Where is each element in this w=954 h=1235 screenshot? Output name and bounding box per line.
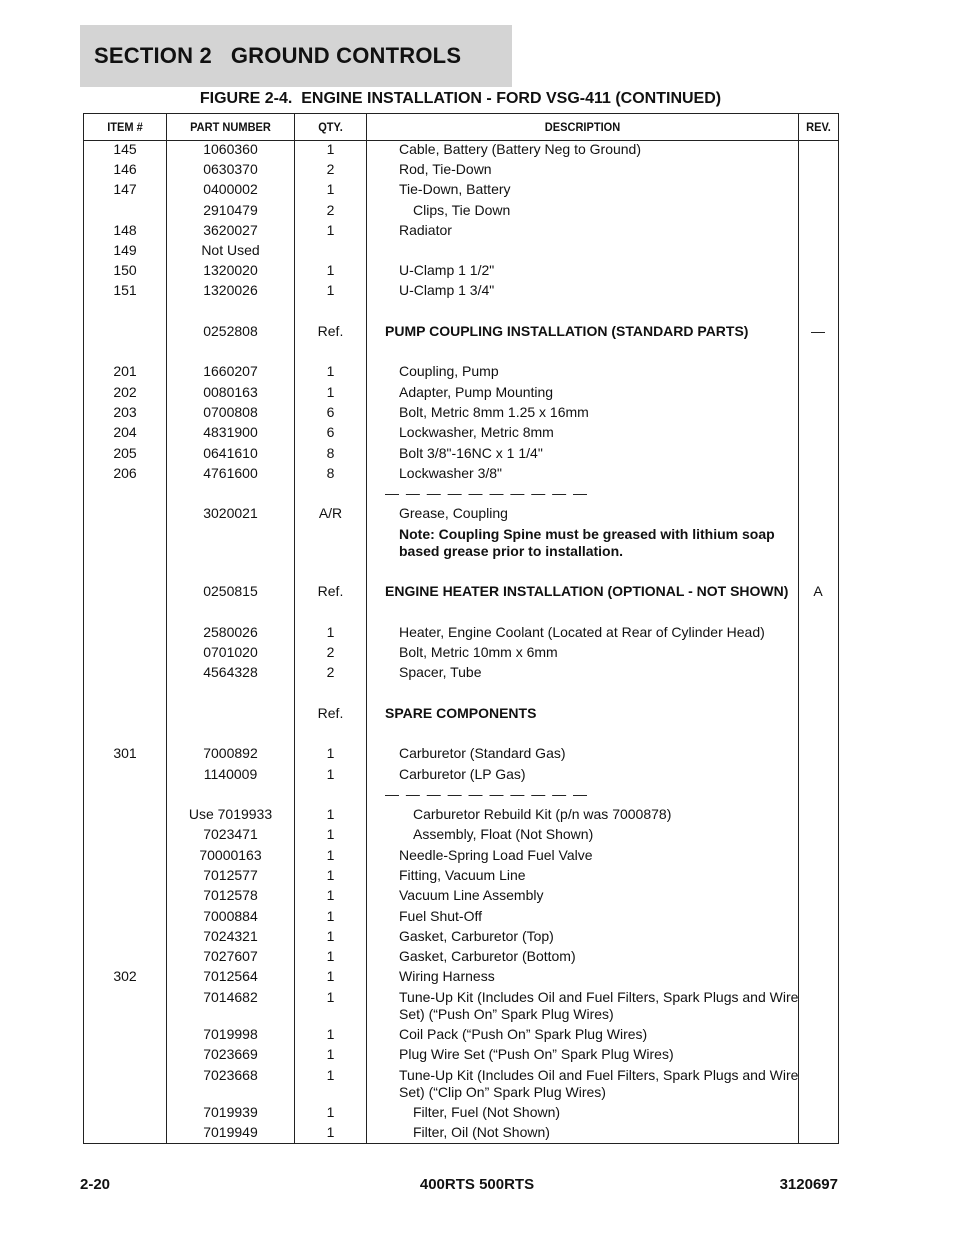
description-cell: PUMP COUPLING INSTALLATION (STANDARD PARTS)	[385, 323, 749, 339]
part-number-cell: 2910479	[203, 202, 258, 218]
qty-cell: 1	[326, 968, 335, 984]
table-row	[84, 1067, 838, 1107]
part-number-cell: Not Used	[201, 242, 260, 258]
description-cell: U-Clamp 1 3/4"	[399, 282, 495, 298]
part-number-cell: 1140009	[203, 766, 258, 782]
part-number-cell: 1660207	[203, 363, 258, 379]
part-number-cell: 0701020	[203, 644, 258, 660]
part-number-cell: 7012578	[203, 887, 258, 903]
table-row	[84, 1026, 838, 1046]
qty-cell: 1	[326, 806, 335, 822]
part-number-cell: 7019939	[203, 1104, 258, 1120]
description-cell: Assembly, Float (Not Shown)	[413, 826, 594, 842]
description-cell: Carburetor (LP Gas)	[399, 766, 526, 782]
part-number-cell: 7000884	[203, 908, 258, 924]
part-number-cell: 0250815	[203, 583, 258, 599]
table-row	[84, 384, 838, 404]
part-number-cell: 7012577	[203, 867, 258, 883]
qty-cell: 1	[326, 766, 335, 782]
section-banner	[80, 25, 512, 87]
header-item: ITEM #	[107, 120, 143, 134]
table-row	[84, 505, 838, 525]
part-number-cell: 7024321	[203, 928, 258, 944]
table-row	[84, 786, 838, 806]
description-cell: Gasket, Carburetor (Bottom)	[399, 948, 576, 964]
qty-cell: 1	[326, 1124, 335, 1140]
section-title: SECTION 2 GROUND CONTROLS	[94, 43, 462, 68]
part-number-cell: 4564328	[203, 664, 258, 680]
description-cell: Tie-Down, Battery	[399, 181, 511, 197]
header-part-number: PART NUMBER	[190, 120, 271, 134]
description-cell: Bolt, Metric 10mm x 6mm	[399, 644, 558, 660]
description-cell: SPARE COMPONENTS	[385, 705, 537, 721]
item-cell: 301	[113, 745, 137, 761]
part-number-cell: 0080163	[203, 384, 258, 400]
table-row	[84, 404, 838, 424]
table-row	[84, 624, 838, 644]
qty-cell: 2	[326, 664, 335, 680]
table-row	[84, 1104, 838, 1124]
description-cell: Clips, Tie Down	[413, 202, 511, 218]
table-row	[84, 968, 838, 988]
table-row	[84, 363, 838, 383]
table-row	[84, 161, 838, 181]
table-row	[84, 806, 838, 826]
qty-cell: 1	[326, 867, 335, 883]
table-row	[84, 664, 838, 684]
table-row	[84, 485, 838, 505]
description-cell: Gasket, Carburetor (Top)	[399, 928, 554, 944]
description-cell: Filter, Oil (Not Shown)	[413, 1124, 550, 1140]
description-cell: Vacuum Line Assembly	[399, 887, 544, 903]
parts-table	[83, 113, 839, 1144]
item-cell: 203	[113, 404, 137, 420]
qty-cell: 1	[326, 887, 335, 903]
description-cell: Heater, Engine Coolant (Located at Rear of Cylinder Head)	[399, 624, 765, 640]
table-row	[84, 1046, 838, 1066]
table-row	[84, 644, 838, 664]
part-number-cell: 0641610	[203, 445, 258, 461]
description-cell: Lockwasher, Metric 8mm	[399, 424, 554, 440]
part-number-cell: 7027607	[203, 948, 258, 964]
description-cell: Lockwasher 3/8"	[399, 465, 503, 481]
description-cell: Adapter, Pump Mounting	[399, 384, 554, 400]
qty-cell: Ref.	[317, 583, 344, 599]
table-row	[84, 745, 838, 765]
description-cell: — — — — — — — — — —	[385, 485, 589, 501]
description-cell: — — — — — — — — — —	[385, 786, 589, 802]
table-row	[84, 826, 838, 846]
header-qty: QTY.	[318, 120, 343, 134]
table-row	[84, 887, 838, 907]
part-number-cell: 7023471	[203, 826, 258, 842]
item-cell: 151	[113, 282, 137, 298]
table-row	[84, 583, 838, 603]
part-number-cell: 0400002	[203, 181, 258, 197]
part-number-cell: 1320026	[203, 282, 258, 298]
part-number-cell: 1060360	[203, 141, 258, 157]
part-number-cell: 70000163	[199, 847, 262, 863]
description-cell: Radiator	[399, 222, 452, 238]
description-cell: Carburetor (Standard Gas)	[399, 745, 566, 761]
qty-cell: 8	[326, 465, 335, 481]
description-cell: Tune-Up Kit (Includes Oil and Fuel Filters, Spark Plugs and Wire Set) (“Push On” Spark Plug Wires)	[399, 989, 799, 1022]
qty-cell: 1	[326, 384, 335, 400]
qty-cell: 1	[326, 1104, 335, 1120]
item-cell: 147	[113, 181, 137, 197]
item-cell: 145	[113, 141, 137, 157]
item-cell: 302	[113, 968, 137, 984]
description-cell: Bolt, Metric 8mm 1.25 x 16mm	[399, 404, 589, 420]
header-rev: REV.	[806, 120, 831, 134]
table-row	[84, 1124, 838, 1144]
qty-cell: 2	[326, 161, 335, 177]
item-cell: 150	[113, 262, 137, 278]
table-row	[84, 242, 838, 262]
table-row	[84, 465, 838, 485]
qty-cell: 6	[326, 404, 335, 420]
description-cell: Carburetor Rebuild Kit (p/n was 7000878)	[413, 806, 672, 822]
table-row	[84, 323, 838, 343]
item-cell: 202	[113, 384, 137, 400]
description-cell: Tune-Up Kit (Includes Oil and Fuel Filters, Spark Plugs and Wire Set) (“Clip On” Spark Plug Wires)	[399, 1067, 799, 1100]
description-cell: Fitting, Vacuum Line	[399, 867, 526, 883]
description-cell: Needle-Spring Load Fuel Valve	[399, 847, 593, 863]
page-number: 2-20	[80, 1176, 111, 1193]
item-cell: 205	[113, 445, 137, 461]
description-cell: Bolt 3/8"-16NC x 1 1/4"	[399, 445, 543, 461]
table-row	[84, 989, 838, 1029]
qty-cell: 6	[326, 424, 335, 440]
description-cell: Plug Wire Set (“Push On” Spark Plug Wires)	[399, 1046, 674, 1062]
qty-cell: 1	[326, 1067, 335, 1083]
item-cell: 149	[113, 242, 137, 258]
part-number-cell: 4831900	[203, 424, 258, 440]
table-row	[84, 445, 838, 465]
qty-cell: 1	[326, 1046, 335, 1062]
part-number-cell: 7000892	[203, 745, 258, 761]
model-name: 400RTS 500RTS	[419, 1176, 535, 1193]
qty-cell: 1	[326, 363, 335, 379]
part-number-cell: 3620027	[203, 222, 258, 238]
part-number-cell: 0630370	[203, 161, 258, 177]
qty-cell: 1	[326, 222, 335, 238]
description-cell: Wiring Harness	[399, 968, 495, 984]
description-cell: Coil Pack (“Push On” Spark Plug Wires)	[399, 1026, 648, 1042]
part-number-cell: 7023668	[203, 1067, 258, 1083]
qty-cell: 1	[326, 948, 335, 964]
description-cell: U-Clamp 1 1/2"	[399, 262, 495, 278]
part-number-cell: 7012564	[203, 968, 258, 984]
qty-cell: 1	[326, 928, 335, 944]
description-cell: Spacer, Tube	[399, 664, 482, 680]
qty-cell: 1	[326, 908, 335, 924]
description-cell: Cable, Battery (Battery Neg to Ground)	[399, 141, 641, 157]
description-cell: Note: Coupling Spine must be greased with lithium soap based grease prior to installation.	[399, 526, 775, 559]
part-number-cell: 0252808	[203, 323, 258, 339]
part-number-cell: 4761600	[203, 465, 258, 481]
table-row	[84, 141, 838, 161]
item-cell: 148	[113, 222, 137, 238]
qty-cell: 1	[326, 989, 335, 1005]
header-description: DESCRIPTION	[544, 120, 621, 134]
item-cell: 204	[113, 424, 137, 440]
qty-cell: 2	[326, 202, 335, 218]
rev-cell: —	[811, 323, 825, 339]
qty-cell: 2	[326, 644, 335, 660]
part-number-cell: 3020021	[203, 505, 258, 521]
part-number-cell: Use 7019933	[188, 806, 273, 822]
description-cell: Coupling, Pump	[399, 363, 499, 379]
table-row	[84, 202, 838, 222]
description-cell: Fuel Shut-Off	[399, 908, 483, 924]
qty-cell: 1	[326, 1026, 335, 1042]
table-row	[84, 181, 838, 201]
item-cell: 146	[113, 161, 137, 177]
description-cell: Filter, Fuel (Not Shown)	[413, 1104, 561, 1120]
table-row	[84, 424, 838, 444]
part-number-cell: 7023669	[203, 1046, 258, 1062]
qty-cell: 1	[326, 745, 335, 761]
table-row	[84, 262, 838, 282]
description-cell: Rod, Tie-Down	[399, 161, 492, 177]
table-row	[84, 948, 838, 968]
qty-cell: A/R	[318, 505, 343, 521]
table-row	[84, 705, 838, 725]
table-row	[84, 222, 838, 242]
item-cell: 206	[113, 465, 137, 481]
qty-cell: 1	[326, 847, 335, 863]
qty-cell: Ref.	[317, 323, 344, 339]
part-number-cell: 2580026	[203, 624, 258, 640]
qty-cell: Ref.	[317, 705, 344, 721]
table-row	[84, 282, 838, 302]
description-cell: ENGINE HEATER INSTALLATION (OPTIONAL - NOT SHOWN)	[385, 583, 789, 599]
qty-cell: 1	[326, 282, 335, 298]
part-number-cell: 7019949	[203, 1124, 258, 1140]
qty-cell: 8	[326, 445, 335, 461]
qty-cell: 1	[326, 181, 335, 197]
table-row	[84, 766, 838, 786]
part-number-cell: 1320020	[203, 262, 258, 278]
rev-cell: A	[813, 583, 823, 599]
description-cell: Grease, Coupling	[399, 505, 508, 521]
table-row	[84, 867, 838, 887]
document-number: 3120697	[779, 1176, 838, 1193]
qty-cell: 1	[326, 262, 335, 278]
qty-cell: 1	[326, 826, 335, 842]
table-row	[84, 908, 838, 928]
part-number-cell: 7014682	[203, 989, 258, 1005]
table-row	[84, 847, 838, 867]
part-number-cell: 0700808	[203, 404, 258, 420]
table-row	[84, 928, 838, 948]
figure-title: FIGURE 2-4. ENGINE INSTALLATION - FORD VSG-411 (CONTINUED)	[199, 90, 722, 107]
qty-cell: 1	[326, 141, 335, 157]
table-row	[84, 526, 838, 566]
part-number-cell: 7019998	[203, 1026, 258, 1042]
item-cell: 201	[113, 363, 137, 379]
qty-cell: 1	[326, 624, 335, 640]
